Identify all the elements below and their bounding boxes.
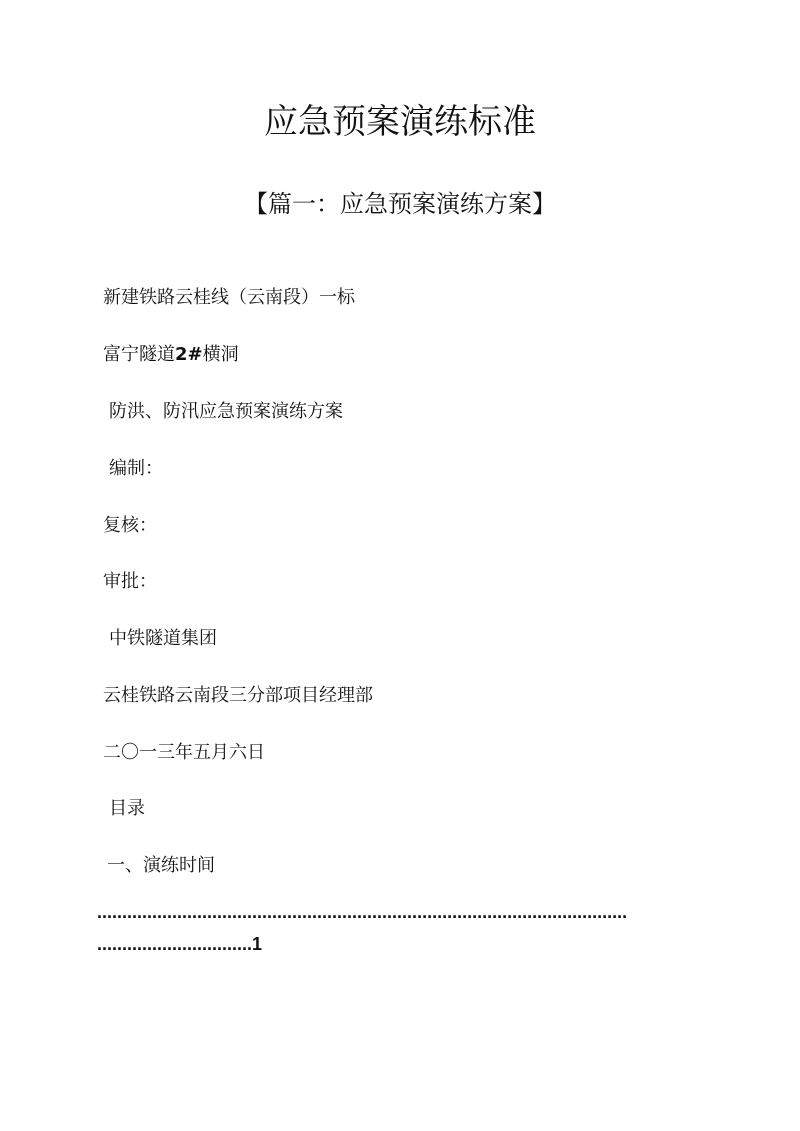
department-name: 云桂铁路云南段三分部项目经理部 [103,685,373,706]
toc-leader-line-2 [97,932,262,956]
tunnel-number: 2# [175,344,203,365]
document-subtitle: 【篇一：应急预案演练方案】 [244,190,556,218]
reviewer-label: 复核： [103,515,157,536]
approver-label: 审批： [103,571,157,592]
toc-item-drill-time: 一、演练时间 [107,855,215,876]
toc-heading: 目录 [109,798,145,819]
toc-page-number: 1 [252,934,263,954]
toc-leader-dots: ............................... [97,934,253,954]
company-name: 中铁隧道集团 [109,628,217,649]
document-title: 应急预案演练标准 [264,102,536,142]
toc-leader-line-1: .......................................................................................................... [97,902,628,922]
tunnel-name [103,341,239,369]
tunnel-suffix: 横洞 [202,344,239,365]
project-name: 新建铁路云桂线（云南段）一标 [103,287,355,308]
compiler-label: 编制： [109,458,163,479]
tunnel-prefix: 富宁隧道 [103,344,175,365]
document-date: 二〇一三年五月六日 [103,742,265,763]
plan-name: 防洪、防汛应急预案演练方案 [109,401,343,422]
